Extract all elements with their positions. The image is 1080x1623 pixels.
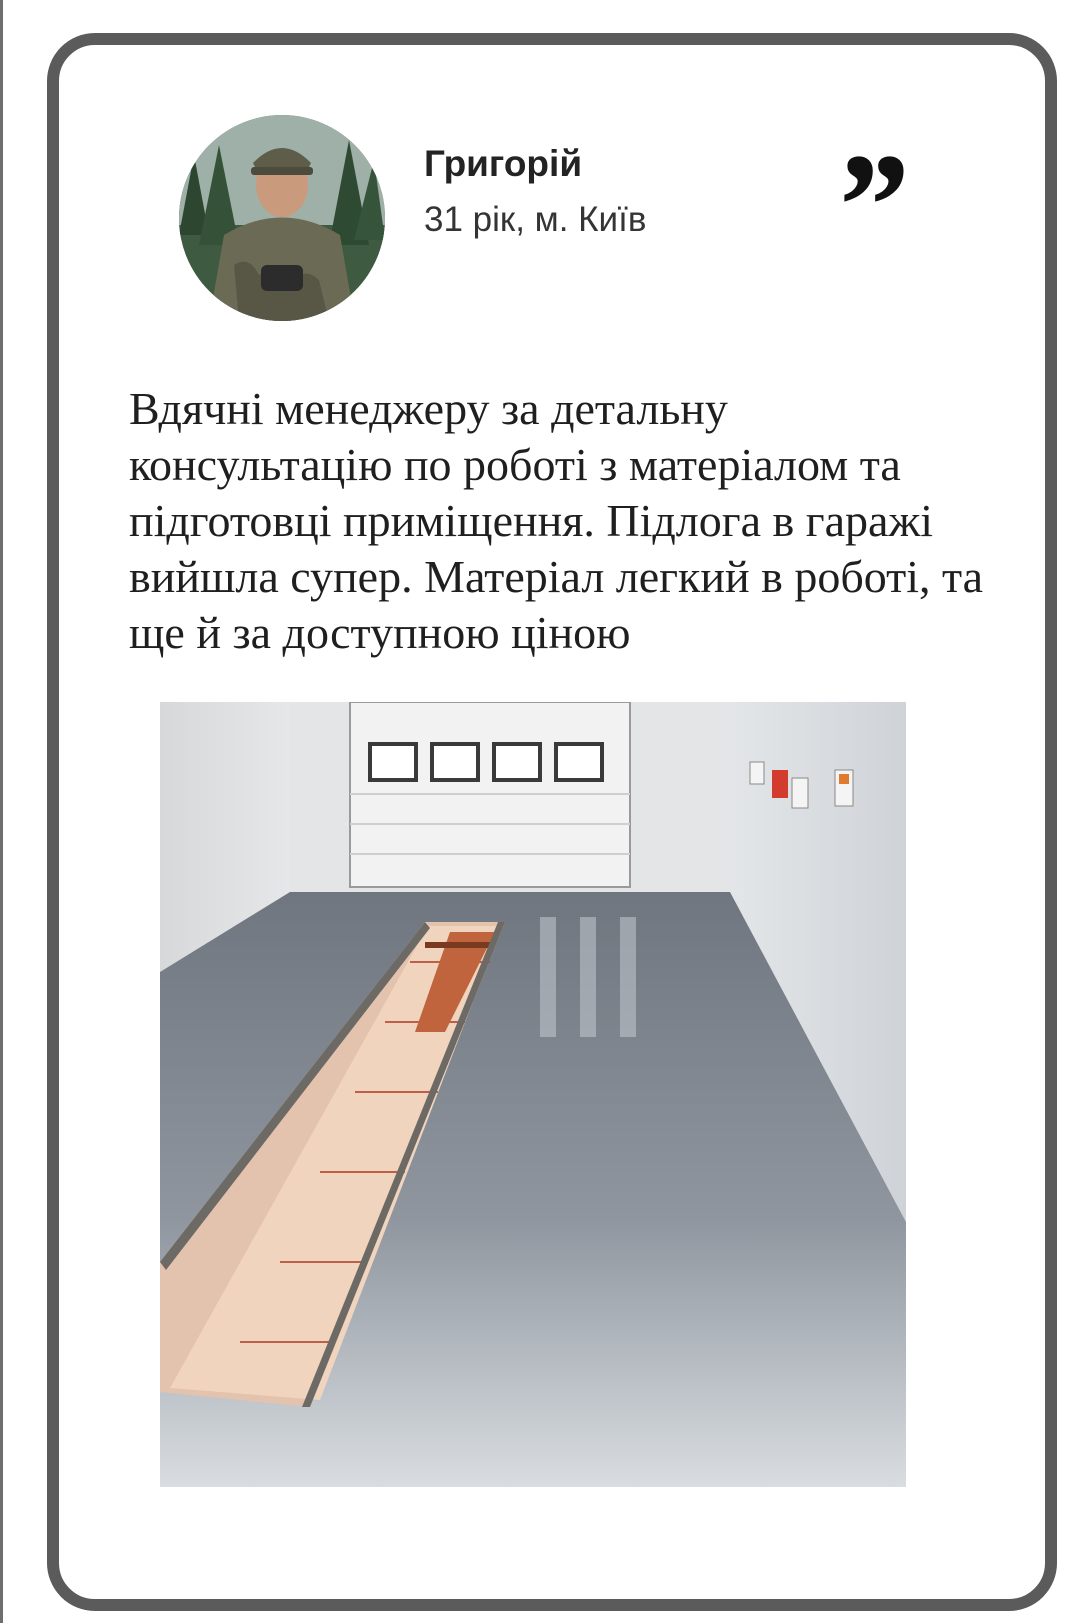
reviewer-avatar (179, 115, 385, 321)
reviewer-age-location: 31 рік, м. Київ (424, 200, 647, 239)
left-edge-line (0, 0, 3, 1623)
quote-mark-icon: ” (831, 123, 906, 289)
review-text: Вдячні менеджеру за детальну консультацію по роботі з матеріалом та підготовці приміщення. Підлога в гаражі вийшла супер. Матеріал легкий в роботі, та ще й за доступною ціною (129, 383, 984, 658)
reviewer-name: Григорій (424, 143, 583, 184)
garage-floor-photo (160, 702, 906, 1487)
review-card (47, 33, 1057, 1611)
